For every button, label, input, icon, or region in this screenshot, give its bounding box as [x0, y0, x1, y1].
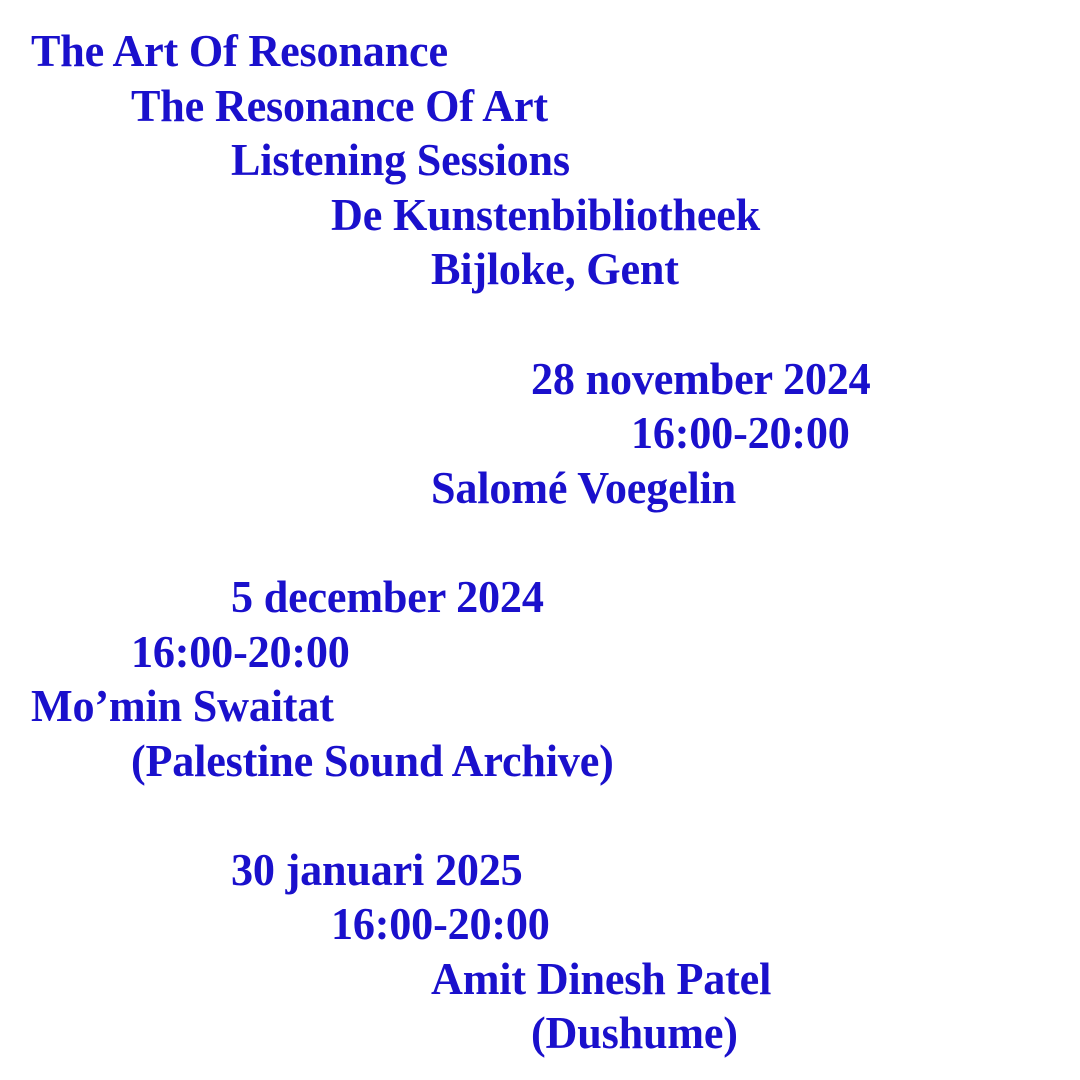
session-1-speaker: Salomé Voegelin [431, 462, 737, 513]
session-2-speaker: Mo’min Swaitat [31, 680, 334, 731]
session-3-speaker: Amit Dinesh Patel [431, 953, 772, 1004]
session-3-affiliation: (Dushume) [531, 1007, 738, 1058]
series-name: Listening Sessions [231, 134, 570, 185]
poster-subtitle: The Resonance Of Art [131, 80, 548, 131]
session-1-time: 16:00-20:00 [631, 407, 850, 458]
session-3-date: 30 januari 2025 [231, 844, 523, 895]
session-2-time: 16:00-20:00 [131, 626, 350, 677]
session-2-date: 5 december 2024 [231, 571, 544, 622]
session-3-time: 16:00-20:00 [331, 898, 550, 949]
session-1-date: 28 november 2024 [531, 353, 871, 404]
session-2-affiliation: (Palestine Sound Archive) [131, 735, 614, 786]
poster-title: The Art Of Resonance [31, 25, 448, 76]
venue-location: Bijloke, Gent [431, 243, 679, 294]
venue-name: De Kunstenbibliotheek [331, 189, 761, 240]
